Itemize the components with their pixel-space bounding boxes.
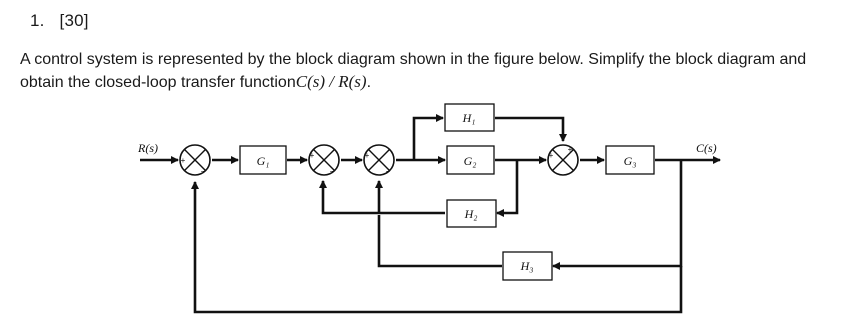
sj1-plus-sign: +: [180, 156, 186, 165]
block-g1-label: G₁: [256, 154, 270, 168]
wire-h2-to-sj2: [323, 181, 445, 213]
transfer-function: C(s) / R(s): [295, 72, 367, 91]
question-points: [30]: [59, 11, 89, 30]
block-g3-label: G₃: [623, 154, 637, 168]
sj1-minus-sign: −: [200, 167, 206, 176]
question-number: 1.: [30, 11, 45, 30]
block-h1-label: H₁: [462, 111, 476, 125]
sj4-plus-sign-left: +: [548, 151, 554, 160]
wire-to-h2: [497, 160, 517, 213]
input-label: R(s): [138, 141, 158, 155]
block-h2: [447, 200, 496, 227]
unity-feedback-wires: [195, 182, 681, 312]
block-h1: [445, 104, 494, 131]
block-g2: [447, 146, 494, 174]
block-g3: [606, 146, 654, 174]
block-h3-label: H₃: [520, 259, 534, 273]
summing-junction-4: [548, 145, 578, 175]
summing-junction-3: [364, 145, 394, 176]
output-label: C(s): [696, 141, 717, 155]
sj3-minus-sign: −: [385, 167, 391, 176]
sj4-plus-sign-top: +: [567, 145, 573, 154]
block-g2-label: G₂: [463, 154, 477, 168]
wire-h1-to-sj4: [495, 118, 563, 141]
sj2-minus-sign: −: [329, 167, 335, 176]
block-h3: [503, 252, 552, 280]
wire-unity-feedback: [195, 182, 681, 312]
block-h2-label: H₂: [464, 207, 478, 221]
summing-junction-1: [180, 145, 210, 176]
question-body: A control system is represented by the block diagram shown in the figure below. Simplify the block diagram and obtain the closed-loop transfer function: [20, 51, 807, 91]
wire-to-h1: [414, 118, 443, 160]
sj2-plus-sign: +: [309, 151, 315, 160]
block-g1: [240, 146, 286, 174]
question-end: .: [366, 74, 372, 91]
wire-to-h3: [553, 160, 681, 266]
sj3-plus-sign: +: [364, 151, 370, 160]
summing-junction-2: [309, 145, 339, 176]
